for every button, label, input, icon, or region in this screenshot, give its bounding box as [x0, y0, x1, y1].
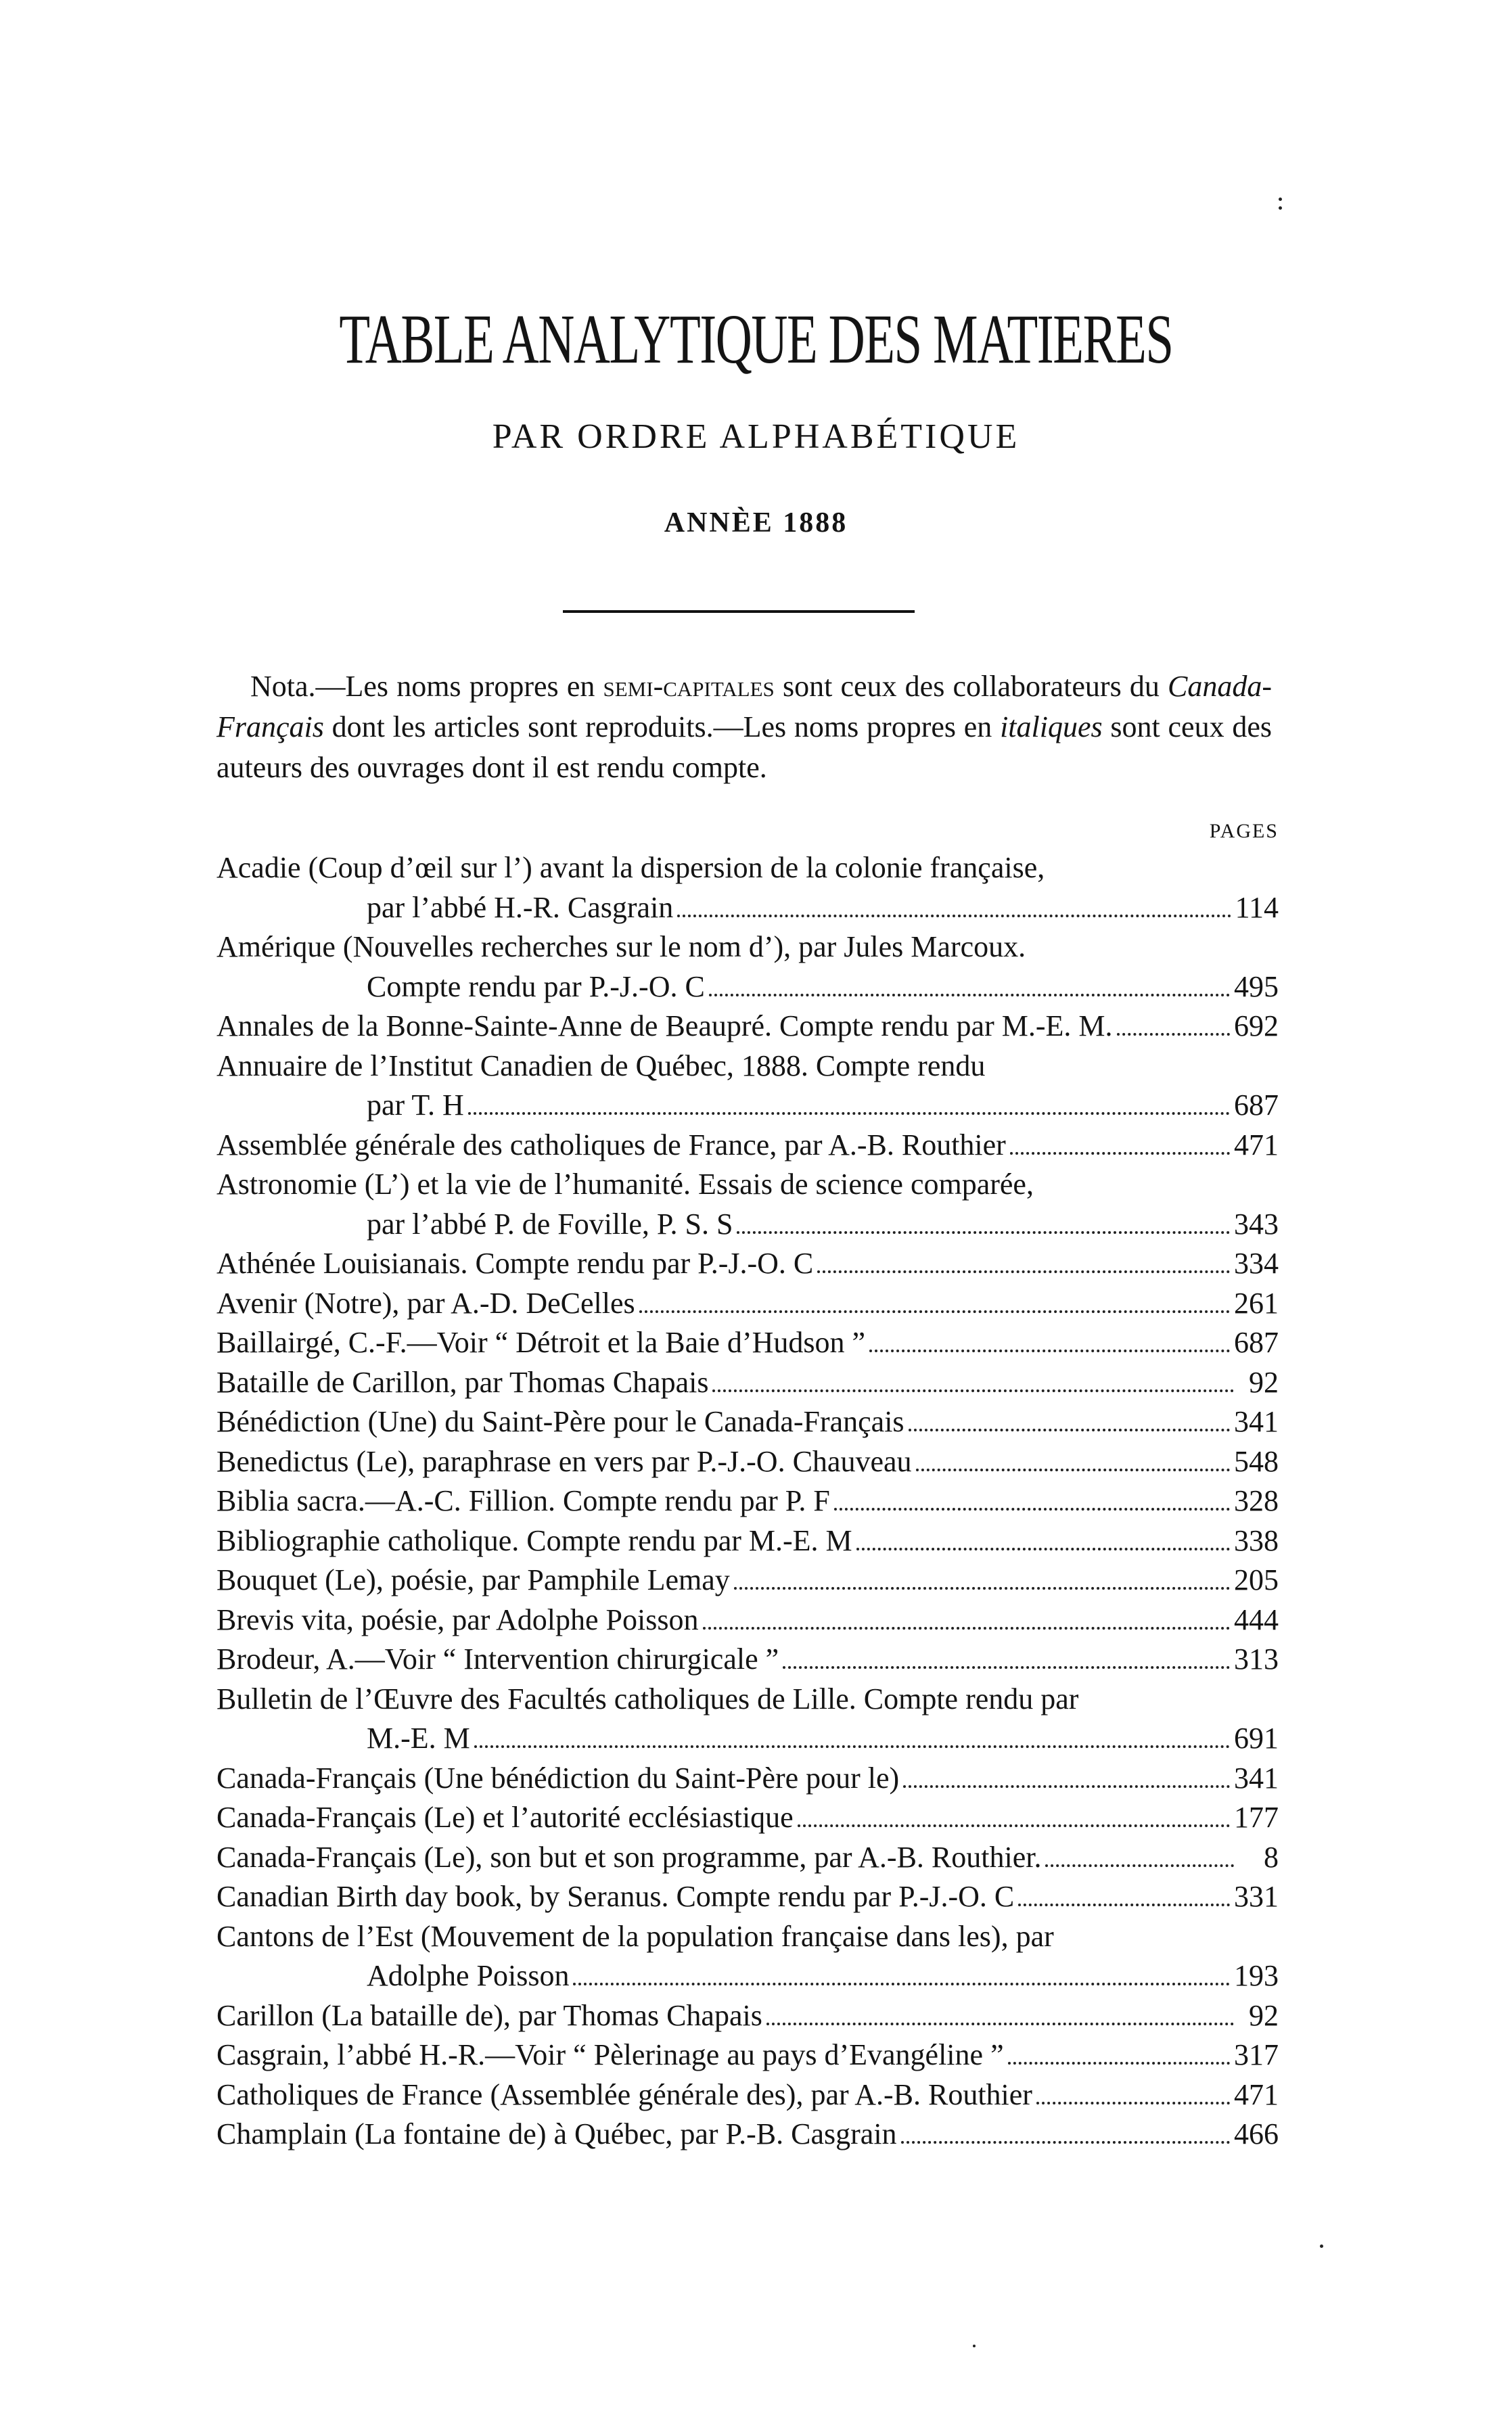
entry-line: [216, 1244, 1279, 1284]
entry-text: Annales de la Bonne-Sainte-Anne de Beaupré. Compte rendu par M.-E. M.: [216, 1009, 1113, 1042]
index-entry: [216, 1481, 1279, 1521]
entry-page-number: 317: [1234, 2038, 1279, 2071]
entry-first-line: [216, 1046, 1279, 1086]
nota-small-caps: semi-capitales: [603, 670, 775, 703]
dot-leader: [766, 2015, 1234, 2025]
entry-page-number: 8: [1264, 1840, 1279, 1874]
entry-text: Cantons de l’Est (Mouvement de la population française dans les), par: [216, 1919, 1054, 1953]
margin-speck: [1279, 198, 1282, 201]
entry-page-number: 466: [1234, 2117, 1279, 2150]
entry-text: Catholiques de France (Assemblée générale des), par A.-B. Routhier: [216, 2077, 1032, 2111]
entry-page-number: 114: [1235, 890, 1279, 924]
index-entry: [216, 1402, 1279, 1442]
entry-continuation-line: [216, 888, 1279, 928]
nota-text: dont les articles sont reproduits.—Les noms propres en: [323, 710, 1001, 743]
dot-leader: [903, 1777, 1230, 1788]
entry-continuation-line: [216, 1205, 1279, 1245]
entry-line: [216, 1838, 1279, 1878]
entry-line: [216, 2115, 1279, 2155]
entry-text: Carillon (La bataille de), par Thomas Chapais: [216, 1998, 762, 2032]
title-divider: [563, 610, 915, 613]
entry-text: Brodeur, A.—Voir “ Intervention chirurgicale ”: [216, 1642, 779, 1676]
entry-text: Athénée Louisianais. Compte rendu par P.-J.-O. C: [216, 1247, 814, 1280]
entry-page-number: 687: [1234, 1326, 1279, 1359]
index-entry: [216, 1640, 1279, 1680]
entry-page-number: 328: [1234, 1484, 1279, 1517]
entry-text: Canadian Birth day book, by Seranus. Compte rendu par P.-J.-O. C: [216, 1880, 1015, 1913]
entry-text: Astronomie (L’) et la vie de l’humanité. Essais de science comparée,: [216, 1168, 1034, 1201]
margin-speck: [973, 2345, 976, 2347]
index-entry: [216, 2115, 1279, 2155]
entry-first-line: [216, 1917, 1279, 1957]
entry-text: Acadie (Coup d’œil sur l’) avant la dispersion de la colonie française,: [216, 851, 1045, 884]
dot-leader: [712, 1381, 1234, 1392]
entry-page-number: 444: [1234, 1603, 1279, 1636]
entry-page-number: 193: [1234, 1959, 1279, 1992]
entry-text: Biblia sacra.—A.-C. Fillion. Compte rendu par P. F: [216, 1484, 830, 1517]
dot-leader: [1117, 1025, 1230, 1036]
entry-text: Bulletin de l’Œuvre des Facultés catholiques de Lille. Compte rendu par: [216, 1682, 1079, 1716]
entry-page-number: 692: [1234, 1009, 1279, 1042]
entry-text: par l’abbé H.-R. Casgrain: [367, 890, 674, 924]
dot-leader: [468, 1104, 1230, 1115]
entry-line: [216, 1323, 1279, 1363]
entry-text: par T. H: [367, 1088, 464, 1122]
entry-line: [216, 2075, 1279, 2115]
entry-text: Bouquet (Le), poésie, par Pamphile Lemay: [216, 1563, 730, 1596]
entry-text: Avenir (Notre), par A.-D. DeCelles: [216, 1286, 635, 1320]
entry-text: Brevis vita, poésie, par Adolphe Poisson: [216, 1603, 699, 1636]
dot-leader: [677, 906, 1231, 917]
index-entry: [216, 1165, 1279, 1244]
entry-line: [216, 1481, 1279, 1521]
dot-leader: [639, 1302, 1230, 1313]
dot-leader: [783, 1658, 1230, 1669]
dot-leader: [1018, 1895, 1230, 1906]
entry-first-line: [216, 1680, 1279, 1720]
index-entry: [216, 2075, 1279, 2115]
page-title: TABLE ANALYTIQUE DES MATIERES: [339, 300, 1173, 378]
index-entry: [216, 1759, 1279, 1799]
dot-leader: [856, 1540, 1230, 1550]
margin-speck: [1279, 206, 1282, 210]
entry-text: Bénédiction (Une) du Saint-Père pour le Canada-Français: [216, 1405, 904, 1438]
index-entry: [216, 1996, 1279, 2036]
entry-page-number: 92: [1249, 1365, 1279, 1399]
dot-leader: [703, 1619, 1231, 1630]
entry-text: M.-E. M: [367, 1722, 470, 1755]
entry-page-number: 261: [1234, 1286, 1279, 1320]
dot-leader: [834, 1500, 1230, 1511]
entry-continuation-line: [216, 1956, 1279, 1996]
entry-text: Adolphe Poisson: [367, 1959, 570, 1992]
entry-page-number: 495: [1234, 969, 1279, 1003]
index-entry: [216, 1284, 1279, 1324]
entry-line: [216, 1759, 1279, 1799]
dot-leader: [474, 1737, 1230, 1748]
entry-line: [216, 1877, 1279, 1917]
entry-line: [216, 1442, 1279, 1482]
index-entry: [216, 1561, 1279, 1601]
entry-page-number: 334: [1234, 1247, 1279, 1280]
index-entry: [216, 1601, 1279, 1640]
nota-text: sont ceux des auteurs des ouvrages dont il est rendu compte.: [216, 710, 1272, 784]
page-subtitle: PAR ORDRE ALPHABÉTIQUE: [492, 417, 1020, 456]
dot-leader: [1008, 2054, 1230, 2065]
entry-page-number: 331: [1234, 1880, 1279, 1913]
dot-leader: [869, 1341, 1230, 1352]
nota-italic: italiques: [1000, 710, 1103, 743]
index-entry: [216, 2035, 1279, 2075]
entry-text: Compte rendu par P.-J.-O. C: [367, 969, 705, 1003]
entry-line: [216, 1798, 1279, 1838]
dot-leader: [1045, 1856, 1234, 1867]
entry-text: Benedictus (Le), paraphrase en vers par P.-J.-O. Chauveau: [216, 1444, 912, 1478]
margin-speck: [1320, 2245, 1323, 2248]
entry-page-number: 92: [1249, 1998, 1279, 2032]
dot-leader: [709, 986, 1230, 996]
index-entry: [216, 1244, 1279, 1284]
index-entry: [216, 1521, 1279, 1561]
dot-leader: [737, 1223, 1230, 1234]
entry-page-number: 548: [1234, 1444, 1279, 1478]
index-entry: [216, 1442, 1279, 1482]
entry-text: Amérique (Nouvelles recherches sur le nom d’), par Jules Marcoux.: [216, 930, 1026, 963]
entry-page-number: 341: [1234, 1761, 1279, 1795]
entry-line: [216, 1521, 1279, 1561]
entry-page-number: 338: [1234, 1523, 1279, 1557]
pages-column-heading: PAGES: [1209, 820, 1279, 842]
entry-line: [216, 1561, 1279, 1601]
index-entry: [216, 1363, 1279, 1403]
index-entry: [216, 927, 1279, 1007]
dot-leader: [734, 1579, 1230, 1590]
entry-text: Annuaire de l’Institut Canadien de Québec, 1888. Compte rendu: [216, 1049, 986, 1082]
entry-continuation-line: [216, 967, 1279, 1007]
entry-first-line: [216, 1165, 1279, 1205]
index-entry: [216, 1798, 1279, 1838]
entry-continuation-line: [216, 1719, 1279, 1759]
entry-line: [216, 1284, 1279, 1324]
index-entry: [216, 1917, 1279, 1996]
entry-page-number: 343: [1234, 1207, 1279, 1241]
nota-italic: Canada-Français: [216, 670, 1272, 743]
entry-text: Canada-Français (Le), son but et son programme, par A.-B. Routhier.: [216, 1840, 1042, 1874]
entry-text: Assemblée générale des catholiques de France, par A.-B. Routhier: [216, 1128, 1006, 1161]
dot-leader: [573, 1975, 1230, 1985]
index-entry: [216, 1680, 1279, 1759]
dot-leader: [1036, 2094, 1230, 2104]
entry-line: [216, 1007, 1279, 1046]
entry-line: [216, 1402, 1279, 1442]
index-entry: [216, 1126, 1279, 1166]
entry-page-number: 313: [1234, 1642, 1279, 1676]
entry-line: [216, 1126, 1279, 1166]
dot-leader: [916, 1460, 1230, 1471]
index-entry: [216, 1877, 1279, 1917]
entry-line: [216, 2035, 1279, 2075]
entry-text: Baillairgé, C.-F.—Voir “ Détroit et la Baie d’Hudson ”: [216, 1326, 865, 1359]
entry-line: [216, 1640, 1279, 1680]
entry-line: [216, 1363, 1279, 1403]
index-entry: [216, 1007, 1279, 1046]
entry-line: [216, 1601, 1279, 1640]
entry-page-number: 687: [1234, 1088, 1279, 1122]
index-entry-list: [216, 848, 1279, 2155]
entry-page-number: 177: [1234, 1801, 1279, 1834]
entry-text: Bataille de Carillon, par Thomas Chapais: [216, 1365, 709, 1399]
dot-leader: [901, 2133, 1230, 2144]
entry-page-number: 341: [1234, 1405, 1279, 1438]
entry-text: Canada-Français (Une bénédiction du Saint-Père pour le): [216, 1761, 900, 1795]
index-entry: [216, 1046, 1279, 1126]
index-entry: [216, 848, 1279, 927]
dot-leader: [1010, 1144, 1230, 1155]
entry-page-number: 205: [1234, 1563, 1279, 1596]
index-entry: [216, 1323, 1279, 1363]
nota-text: Nota.—Les noms propres en: [250, 670, 603, 703]
entry-page-number: 471: [1234, 2077, 1279, 2111]
entry-page-number: 471: [1234, 1128, 1279, 1161]
entry-line: [216, 1996, 1279, 2036]
index-entry: [216, 1838, 1279, 1878]
entry-continuation-line: [216, 1086, 1279, 1126]
entry-page-number: 691: [1234, 1722, 1279, 1755]
entry-first-line: [216, 927, 1279, 967]
dot-leader: [909, 1421, 1230, 1431]
nota-text: sont ceux des collaborateurs du: [774, 670, 1168, 703]
entry-text: Casgrain, l’abbé H.-R.—Voir “ Pèlerinage au pays d’Evangéline ”: [216, 2038, 1004, 2071]
entry-text: Champlain (La fontaine de) à Québec, par P.-B. Casgrain: [216, 2117, 897, 2150]
entry-text: par l’abbé P. de Foville, P. S. S: [367, 1207, 733, 1241]
year-heading: ANNÈE 1888: [664, 507, 848, 538]
entry-first-line: [216, 848, 1279, 888]
nota-paragraph: [216, 666, 1272, 788]
entry-text: Bibliographie catholique. Compte rendu par M.-E. M: [216, 1523, 852, 1557]
dot-leader: [798, 1816, 1230, 1827]
entry-text: Canada-Français (Le) et l’autorité ecclésiastique: [216, 1801, 794, 1834]
dot-leader: [817, 1262, 1230, 1273]
